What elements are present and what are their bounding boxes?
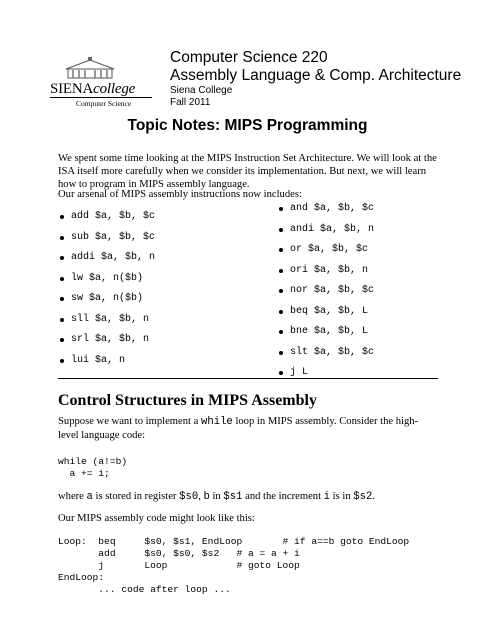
bullet-icon bbox=[60, 318, 64, 322]
mips-code-block: Loop: beq $s0, $s1, EndLoop # if a==b goto EndLoop add $s0, $s0, $s2 # a = a + i j Loop # goto Loop EndLoop: ... code after loop ... bbox=[58, 536, 410, 595]
bullet-icon bbox=[279, 228, 283, 232]
list-item: slt $a, $b, $c bbox=[279, 346, 374, 367]
bullet-icon bbox=[279, 310, 283, 314]
siena-building-icon bbox=[60, 57, 120, 79]
where-paragraph: where a is stored in register $s0, b in $s1 and the increment i is in $s2. bbox=[58, 491, 376, 503]
while-paragraph: Suppose we want to implement a while loop in MIPS assembly. Consider the high-level language code: bbox=[58, 416, 419, 441]
logo-divider bbox=[50, 97, 152, 98]
bullet-icon bbox=[279, 289, 283, 293]
arsenal-sentence: Our arsenal of MIPS assembly instructions now includes: bbox=[58, 189, 302, 200]
instruction-list-left bbox=[60, 210, 155, 374]
course-header bbox=[170, 49, 461, 109]
list-item: beq $a, $b, L bbox=[279, 305, 374, 326]
bullet-icon bbox=[279, 269, 283, 273]
list-item: ori $a, $b, n bbox=[279, 264, 374, 285]
while-code-block: while (a!=b) a += i; bbox=[58, 456, 128, 479]
list-item: sub $a, $b, $c bbox=[60, 231, 155, 252]
while-keyword: while bbox=[201, 416, 233, 428]
bullet-icon bbox=[60, 236, 64, 240]
logo-wordmark: SIENAcollege bbox=[50, 81, 136, 97]
list-item: j L bbox=[279, 366, 374, 387]
bullet-icon bbox=[279, 207, 283, 211]
term: Fall 2011 bbox=[170, 97, 211, 108]
list-item: sw $a, n($b) bbox=[60, 292, 155, 313]
list-item: addi $a, $b, n bbox=[60, 251, 155, 272]
course-number: Computer Science 220 bbox=[170, 49, 328, 66]
list-item: lui $a, n bbox=[60, 354, 155, 375]
bullet-icon bbox=[60, 256, 64, 260]
bullet-icon bbox=[279, 248, 283, 252]
siena-college-logo bbox=[50, 57, 170, 107]
bullet-icon bbox=[60, 277, 64, 281]
logo-department: Computer Science bbox=[76, 99, 132, 108]
list-item: andi $a, $b, n bbox=[279, 223, 374, 244]
list-item: add $a, $b, $c bbox=[60, 210, 155, 231]
list-item: sll $a, $b, n bbox=[60, 313, 155, 334]
intro-paragraph: We spent some time looking at the MIPS Instruction Set Architecture. We will look at the ISA itself more carefully when we consider its implementation. But next, we will learn how to program in MIPS assembly language. bbox=[58, 153, 437, 190]
section-divider bbox=[58, 378, 438, 379]
bullet-icon bbox=[60, 359, 64, 363]
bullet-icon bbox=[279, 330, 283, 334]
instruction-list-right bbox=[279, 202, 374, 387]
bullet-icon bbox=[279, 351, 283, 355]
bullet-icon bbox=[60, 215, 64, 219]
college-name: Siena College bbox=[170, 85, 233, 96]
section-title: Control Structures in MIPS Assembly bbox=[58, 392, 317, 409]
bullet-icon bbox=[60, 338, 64, 342]
bullet-icon bbox=[60, 297, 64, 301]
list-item: lw $a, n($b) bbox=[60, 272, 155, 293]
list-item: bne $a, $b, L bbox=[279, 325, 374, 346]
mips-intro: Our MIPS assembly code might look like this: bbox=[58, 513, 255, 524]
bullet-icon bbox=[279, 371, 283, 375]
list-item: and $a, $b, $c bbox=[279, 202, 374, 223]
list-item: or $a, $b, $c bbox=[279, 243, 374, 264]
list-item: srl $a, $b, n bbox=[60, 333, 155, 354]
list-item: nor $a, $b, $c bbox=[279, 284, 374, 305]
course-name: Assembly Language & Comp. Architecture bbox=[170, 67, 462, 84]
topic-title: Topic Notes: MIPS Programming bbox=[127, 117, 368, 134]
